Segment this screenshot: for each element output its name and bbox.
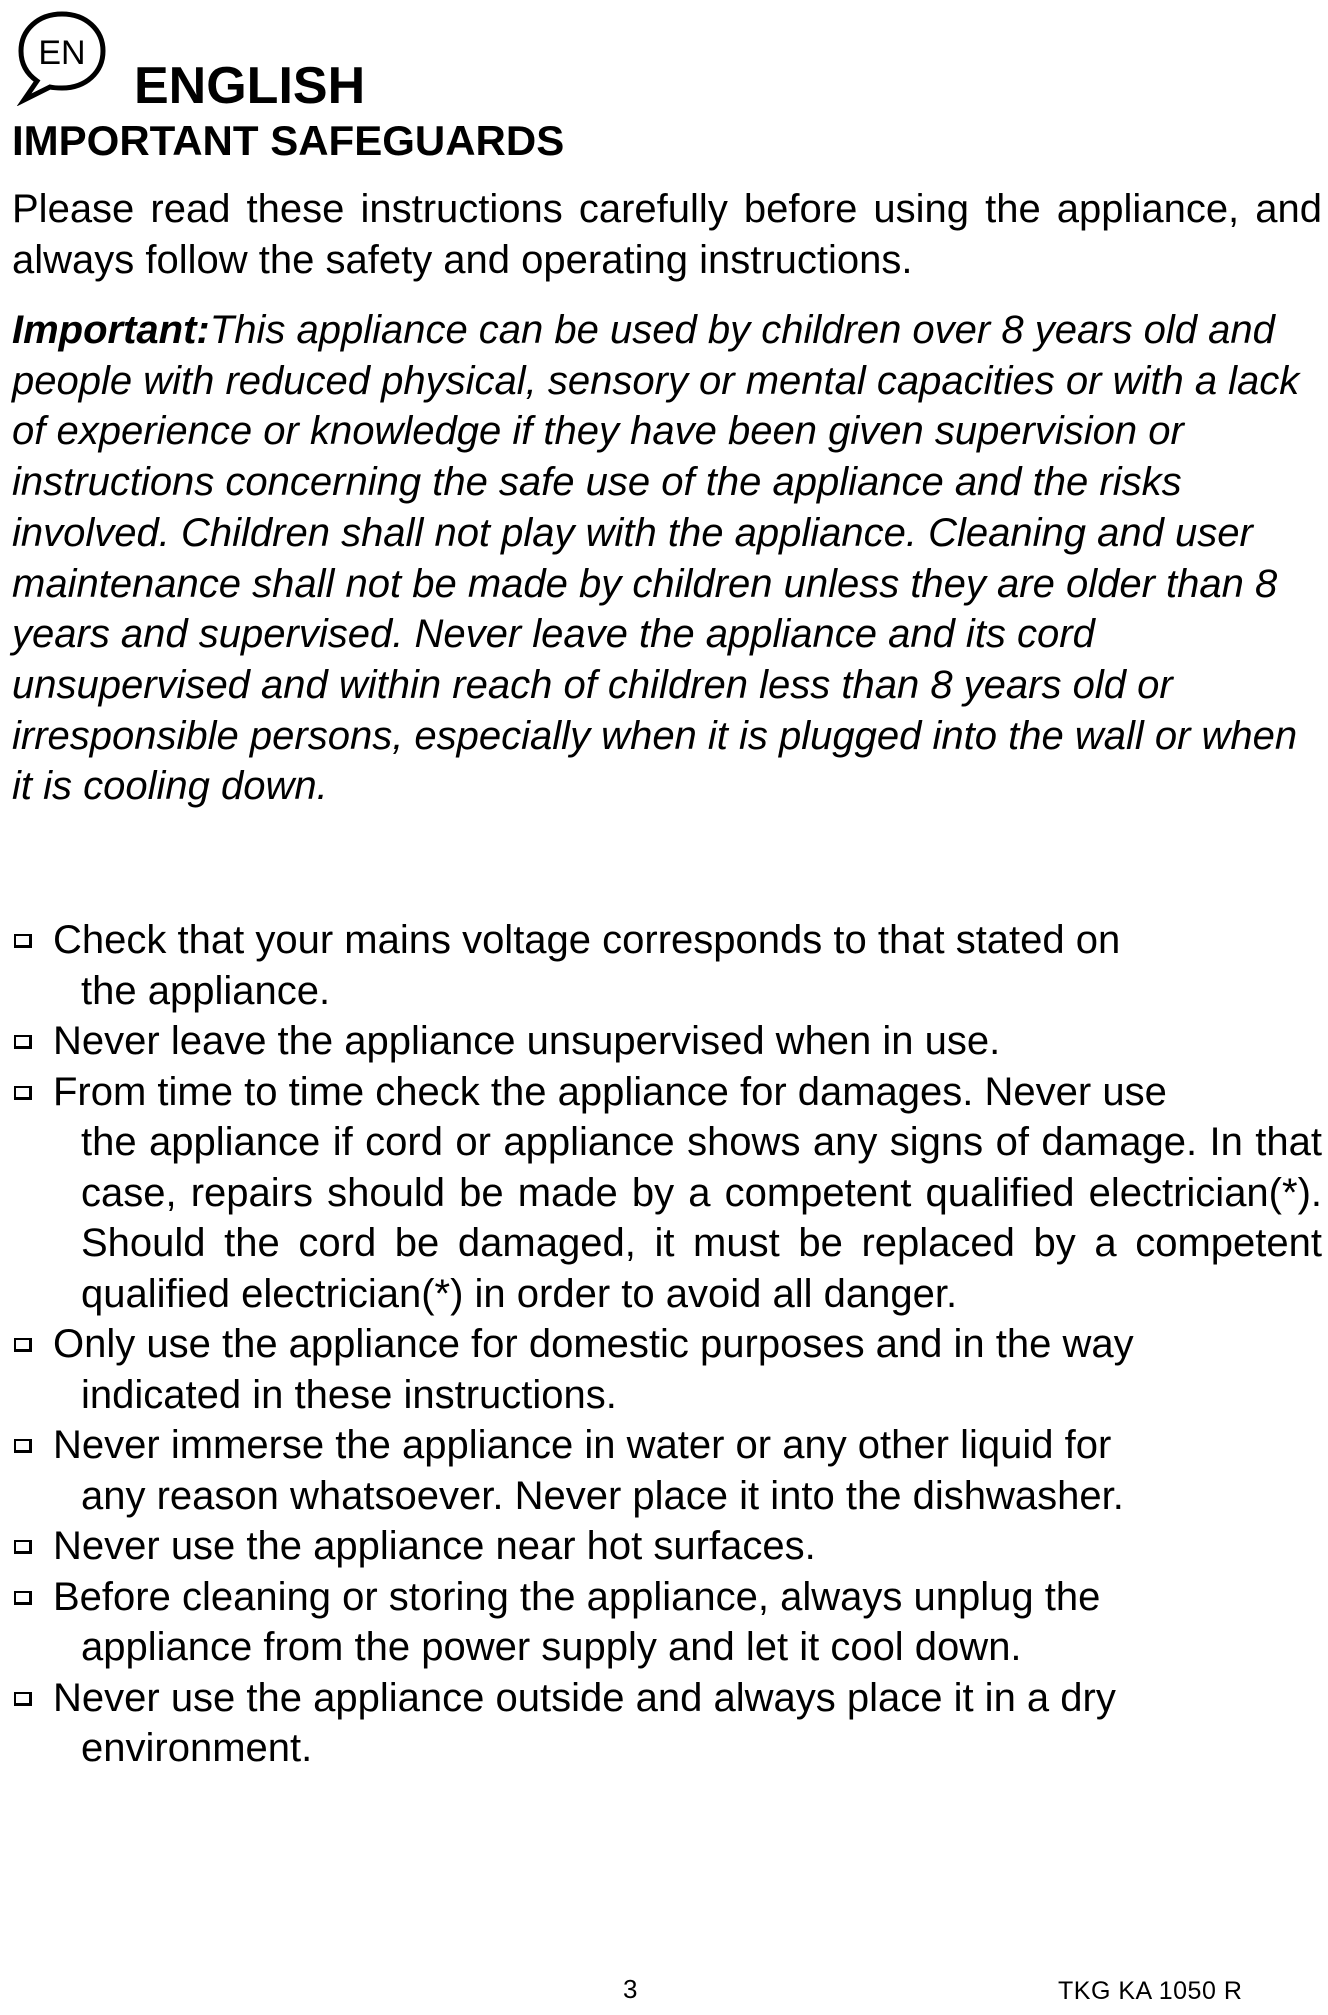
intro-paragraph: Please read these instructions carefully before using the appliance, and always follow the safety and operating instructions. xyxy=(12,187,1322,282)
rule-item xyxy=(12,1319,1322,1420)
rule-item xyxy=(12,1016,1322,1067)
model-number: TKG KA 1050 R xyxy=(1058,1977,1243,2005)
page-number: 3 xyxy=(623,1974,638,2004)
important-label: Important: xyxy=(12,308,210,352)
rule-first-line: Only use the appliance for domestic purposes and in the way xyxy=(53,1322,1134,1366)
rule-continuation: the appliance. xyxy=(81,968,331,1013)
rule-item xyxy=(12,915,1322,1016)
rule-item xyxy=(12,1420,1322,1521)
rule-first-line: Before cleaning or storing the appliance, always unplug the xyxy=(53,1574,1101,1619)
safety-rules-list xyxy=(12,915,1322,1774)
checkbox-bullet-icon xyxy=(14,1591,32,1605)
language-title: ENGLISH xyxy=(134,57,366,115)
rule-continuation: the appliance if cord or appliance shows any signs of damage. In that case, repairs should be made by a competent qualified electrician(*). Should the cord be damaged, it must be replaced by a competent qualified electrician(*) in order to avoid all danger. xyxy=(81,1120,1322,1316)
speech-bubble-icon xyxy=(12,6,112,106)
rule-first-line: From time to time check the appliance for damages. Never use xyxy=(53,1069,1167,1114)
important-notice xyxy=(12,305,1312,812)
important-text: This appliance can be used by children over 8 years old and people with reduced physical, sensory or mental capacities or with a lack of experience or knowledge if they have been given supervision or instructions concerning the safe use of the appliance and the risks involved. Children shall not play with the appliance. Cleaning and user maintenance shall not be made by children unless they are older than 8 years and supervised. Never leave the appliance and its cord unsupervised and within reach of children less than 8 years old or irresponsible persons, especially when it is plugged into the wall or when it is cooling down. xyxy=(12,308,1300,809)
checkbox-bullet-icon xyxy=(14,1035,32,1049)
checkbox-bullet-icon xyxy=(14,1692,32,1706)
rule-item xyxy=(12,1067,1322,1320)
rule-continuation: any reason whatsoever. Never place it into the dishwasher. xyxy=(81,1473,1124,1518)
rule-continuation: indicated in these instructions. xyxy=(81,1372,617,1417)
checkbox-bullet-icon xyxy=(14,934,32,948)
language-badge-label: EN xyxy=(38,34,86,72)
checkbox-bullet-icon xyxy=(14,1540,32,1554)
section-title: IMPORTANT SAFEGUARDS xyxy=(12,117,565,164)
rule-item xyxy=(12,1673,1322,1774)
rule-item xyxy=(12,1572,1322,1673)
rule-first-line: Never use the appliance outside and always place it in a dry xyxy=(53,1675,1116,1720)
checkbox-bullet-icon xyxy=(14,1086,32,1100)
rule-first-line: Check that your mains voltage corresponds to that stated on xyxy=(53,918,1121,962)
language-badge-icon xyxy=(12,6,112,106)
rule-first-line: Never use the appliance near hot surfaces. xyxy=(53,1524,816,1568)
rule-first-line: Never leave the appliance unsupervised when in use. xyxy=(53,1019,1001,1063)
rule-first-line: Never immerse the appliance in water or any other liquid for xyxy=(53,1423,1112,1467)
rule-continuation: appliance from the power supply and let it cool down. xyxy=(81,1625,1022,1669)
rule-continuation: environment. xyxy=(81,1726,313,1770)
rule-item xyxy=(12,1521,1322,1572)
checkbox-bullet-icon xyxy=(14,1338,32,1352)
checkbox-bullet-icon xyxy=(14,1439,32,1453)
language-header xyxy=(12,6,612,116)
